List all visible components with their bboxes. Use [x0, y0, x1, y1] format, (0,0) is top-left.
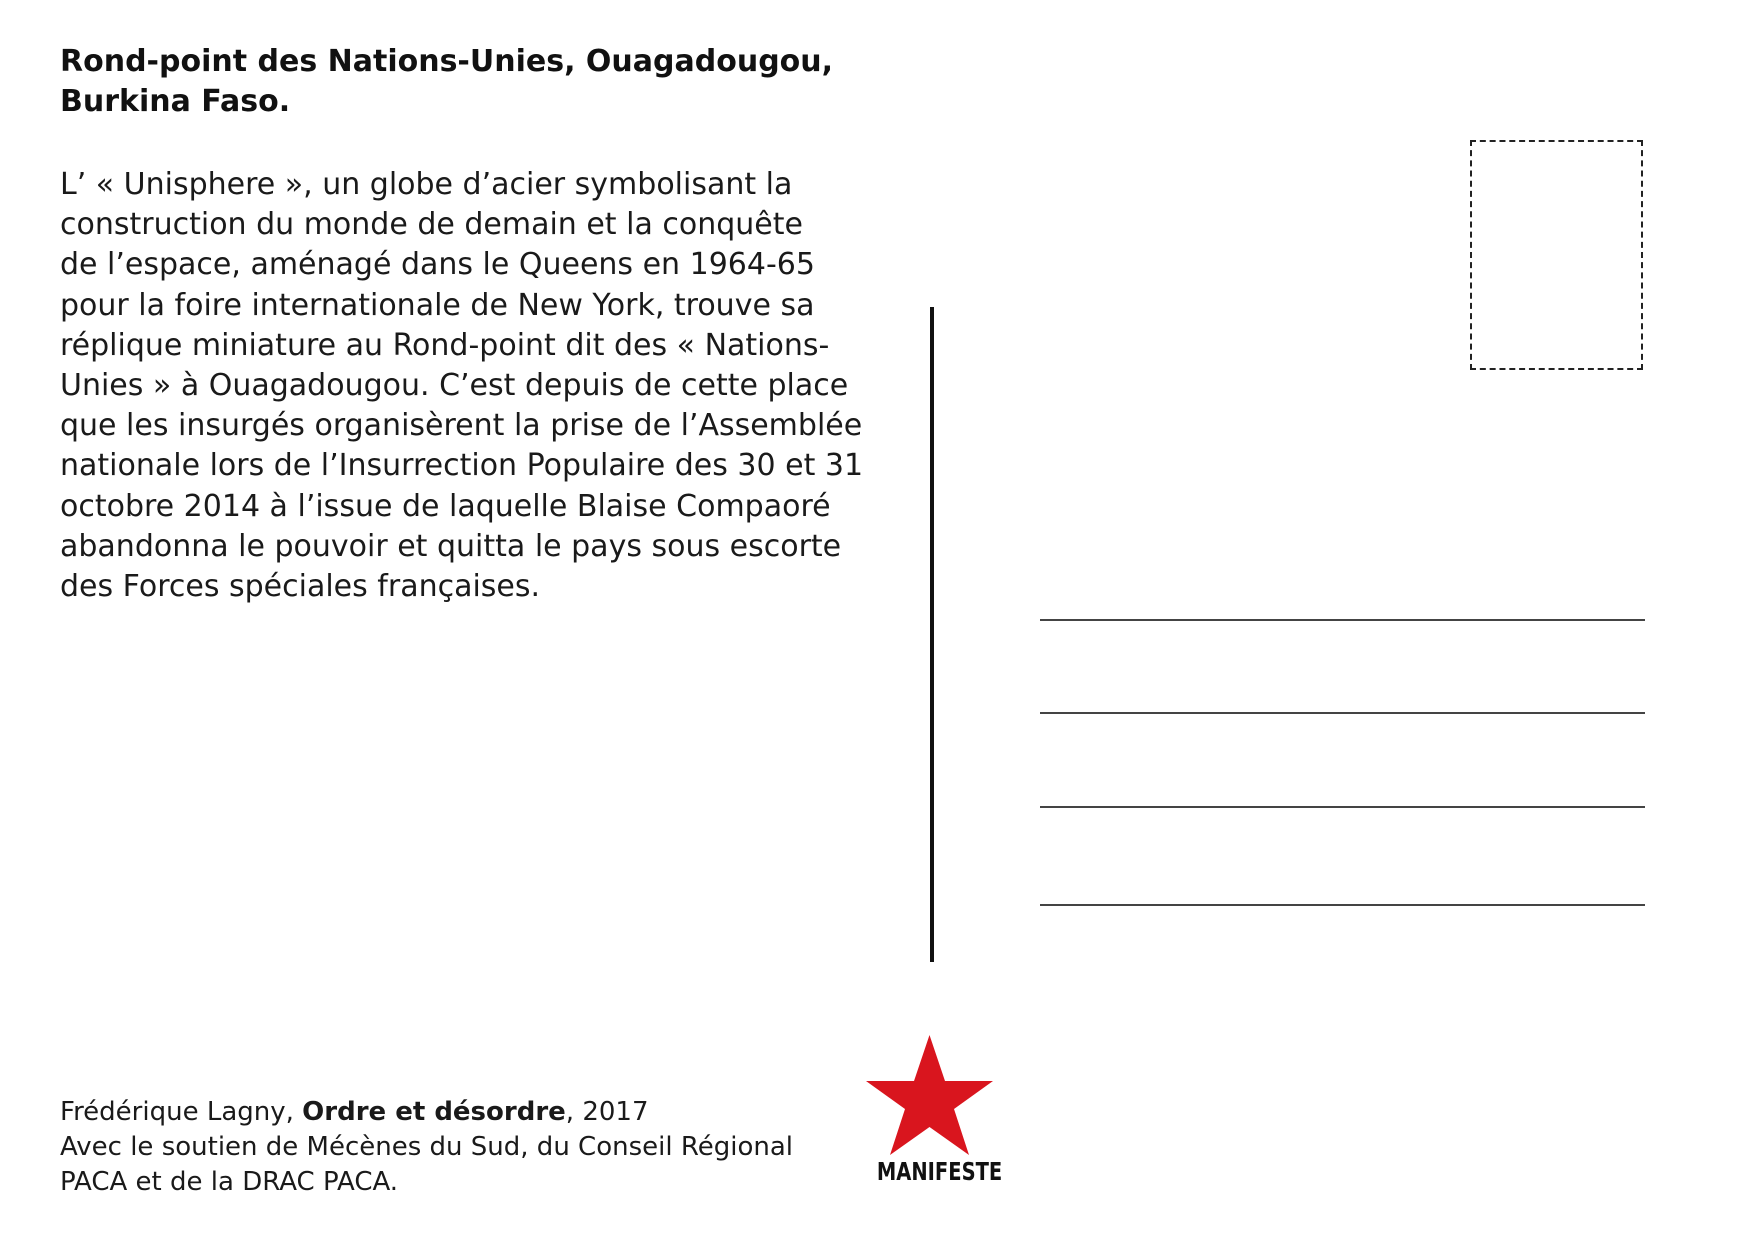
address-line — [1040, 806, 1645, 808]
address-line — [1040, 904, 1645, 906]
card-title-line-2: Burkina Faso. — [60, 84, 291, 119]
credits-author-line — [60, 1095, 860, 1130]
description-line: réplique miniature au Rond-point dit des « Nations- — [60, 327, 830, 363]
stamp-placeholder — [1470, 140, 1643, 370]
description-text — [60, 165, 940, 607]
manifeste-logo — [862, 1030, 1003, 1195]
credits-support-line-2: PACA et de la DRAC PACA. — [60, 1167, 399, 1197]
description-line: Unies » à Ouagadougou. C’est depuis de cette place — [60, 368, 849, 404]
star-icon — [862, 1030, 997, 1160]
credits-author: Frédérique Lagny, — [60, 1097, 303, 1127]
card-title-line-1: Rond-point des Nations-Unies, Ouagadougou, — [60, 44, 834, 79]
description-line: nationale lors de l’Insurrection Populaire des 30 et 31 — [60, 448, 864, 484]
credits-support-line-1: Avec le soutien de Mécènes du Sud, du Conseil Régional — [60, 1132, 794, 1162]
credits-work-title: Ordre et désordre — [302, 1097, 566, 1127]
description-line: que les insurgés organisèrent la prise de l’Assemblée — [60, 408, 863, 444]
description-line: des Forces spéciales françaises. — [60, 569, 541, 605]
star-shape — [866, 1035, 993, 1155]
description-line: pour la foire internationale de New York, trouve sa — [60, 287, 815, 323]
description-line: octobre 2014 à l’issue de laquelle Blaise Compaoré — [60, 488, 831, 524]
description-line: construction du monde de demain et la conquête — [60, 207, 803, 243]
description-line: abandonna le pouvoir et quitta le pays sous escorte — [60, 528, 842, 564]
card-title — [60, 42, 860, 122]
logo-text: MANIFESTE — [876, 1157, 1003, 1186]
address-line — [1040, 619, 1645, 621]
description-line: de l’espace, aménagé dans le Queens en 1964-65 — [60, 247, 815, 283]
credits-block — [60, 1095, 860, 1200]
address-line — [1040, 712, 1645, 714]
credits-year: , 2017 — [565, 1097, 649, 1127]
center-divider — [930, 307, 934, 962]
description-line: L’ « Unisphere », un globe d’acier symbolisant la — [60, 167, 793, 202]
